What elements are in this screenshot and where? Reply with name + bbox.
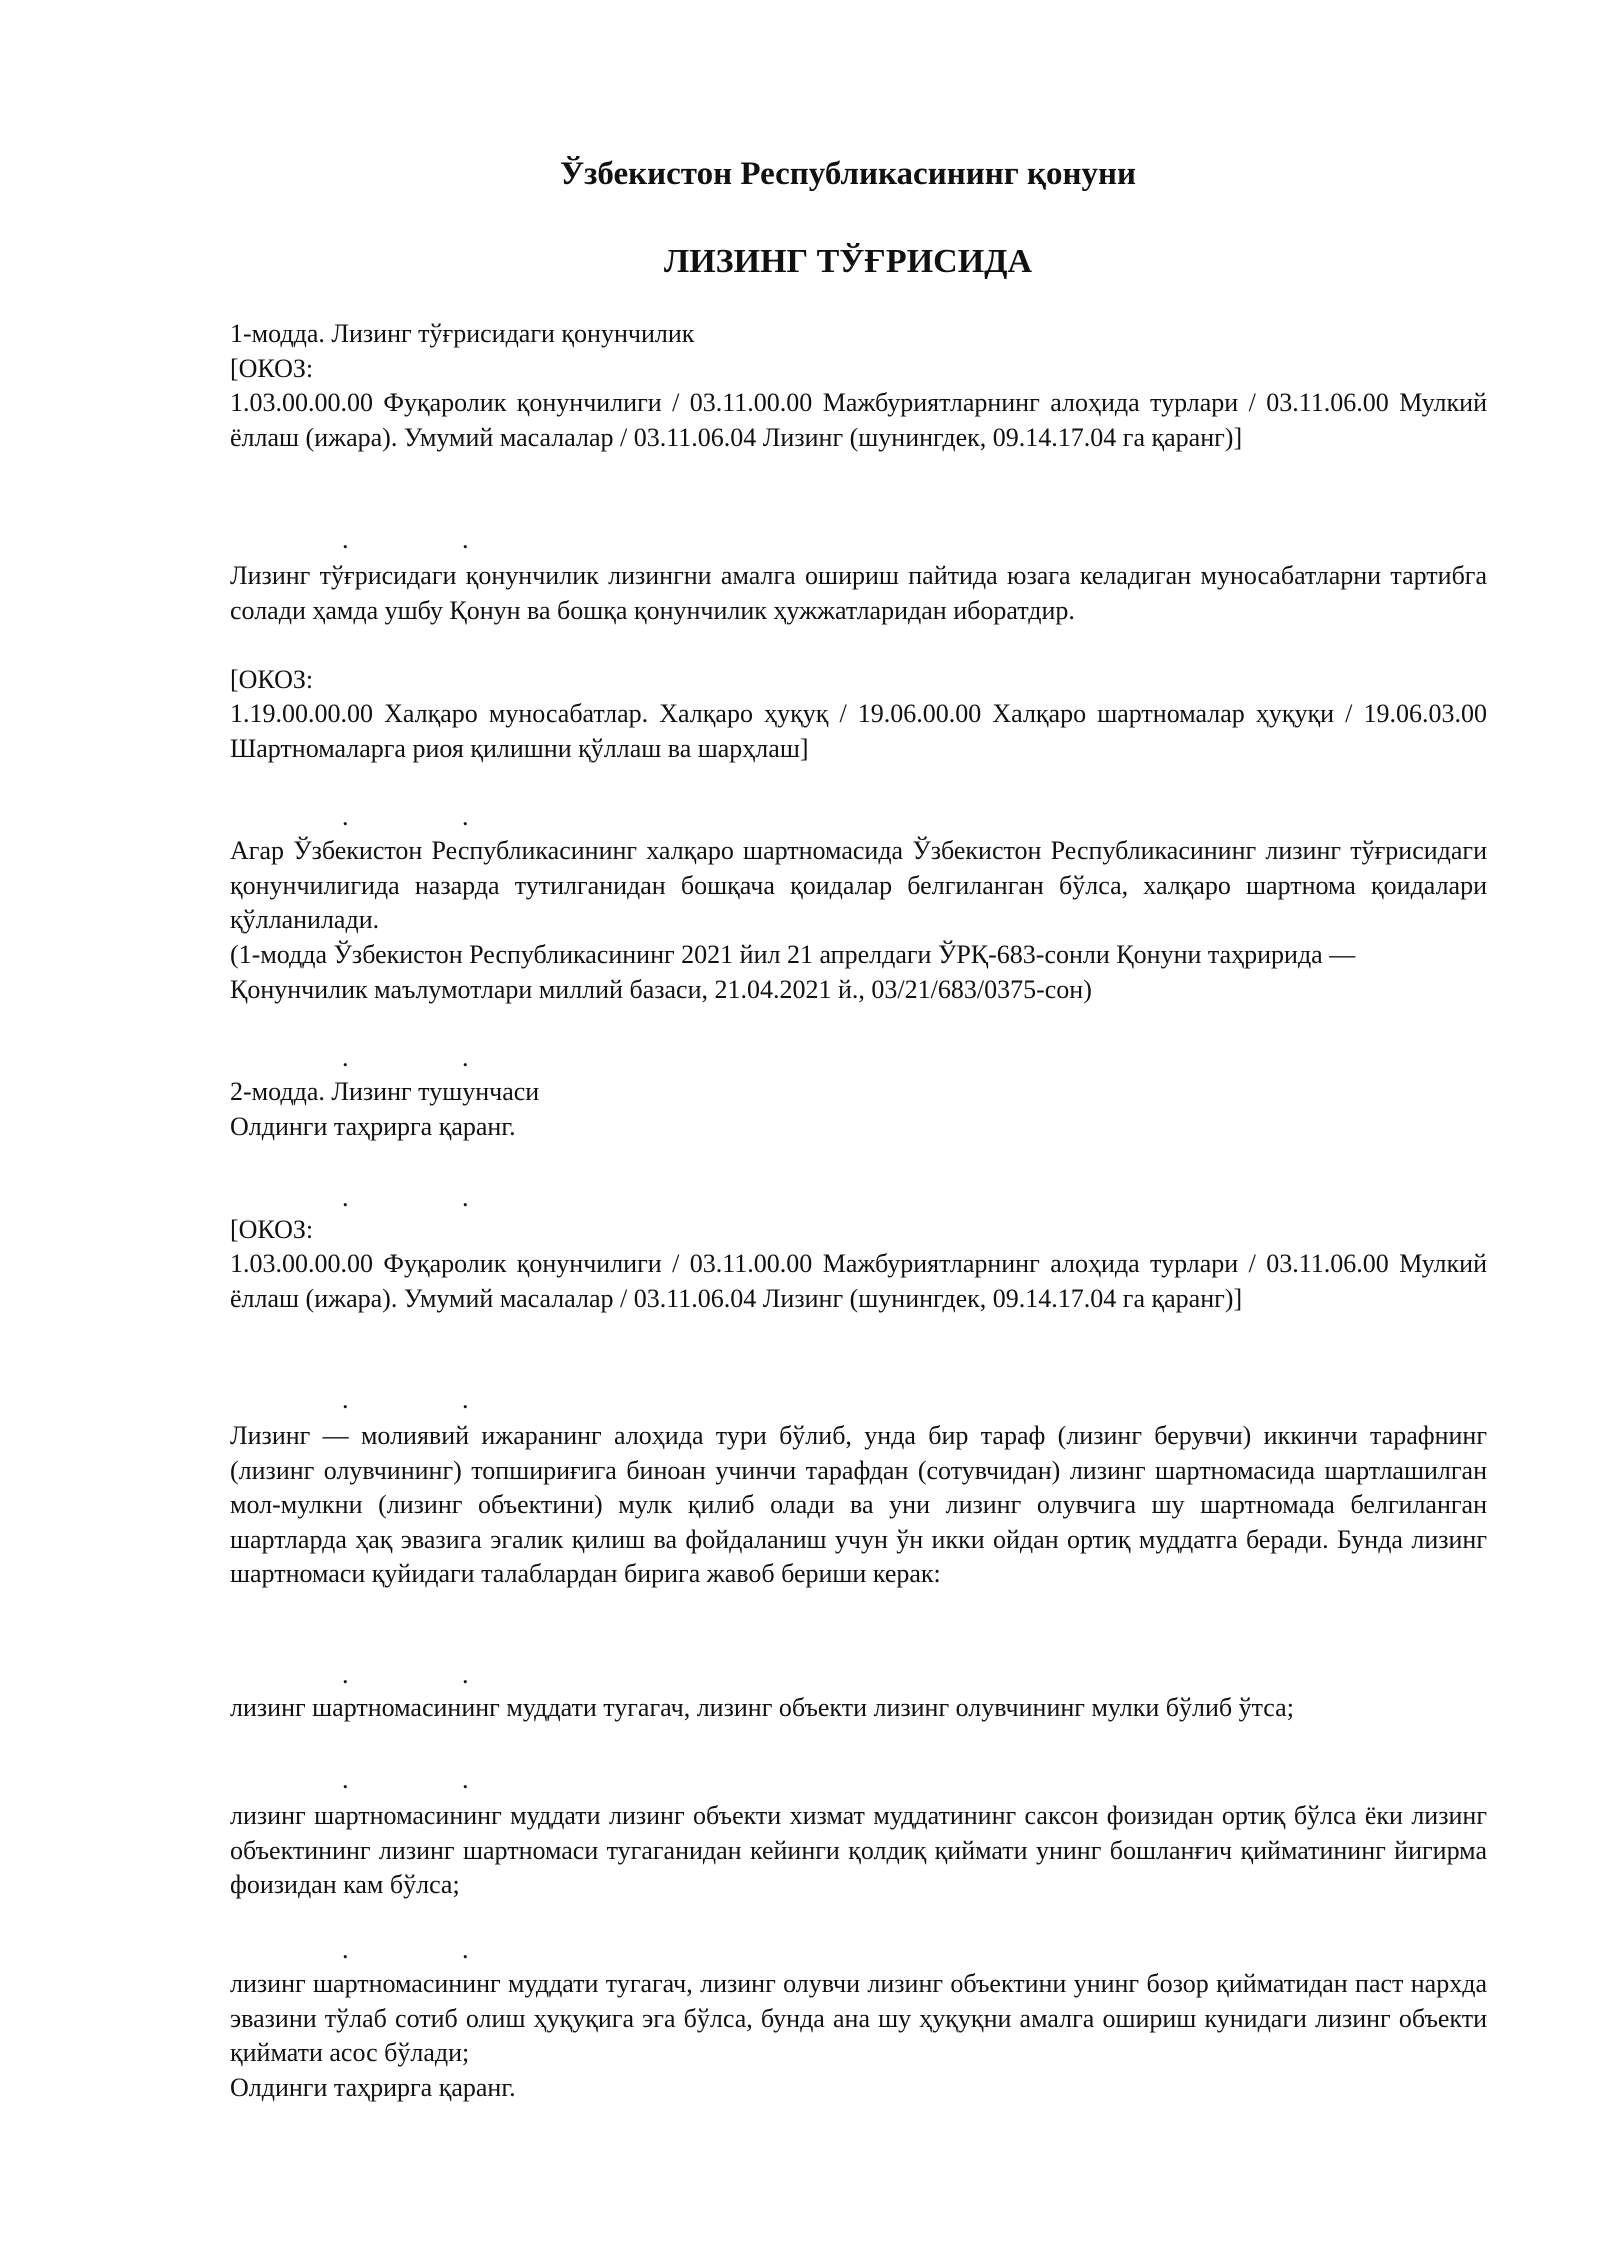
paragraph: Лизинг тўғрисидаги қонунчилик лизингни амалга ошириш пайтида юзага келадиган муносабатларни тартибга солади ҳамда ушбу Қонун ва бошқа қонунчилик ҳужжатларидан иборатдир. — [230, 561, 1487, 625]
separator-dot: . — [342, 1660, 349, 1689]
separator-dot: . — [342, 802, 349, 831]
classifier-label: [ОКОЗ: — [230, 353, 314, 383]
separator-dots — [230, 1765, 530, 1794]
separator-dot: . — [462, 1043, 469, 1072]
separator-dots — [230, 1183, 530, 1212]
classifier-label: [ОКОЗ: — [230, 1215, 314, 1244]
separator-dot: . — [462, 525, 469, 554]
list-item: лизинг шартномасининг муддати тугагач, лизинг олувчи лизинг объектини унинг бозор қийматидан паст нархда эвазини тўлаб сотиб олиш ҳуқуқига эга бўлса, бунда ана шу ҳуқуқни амалга ошириш кунидаги лизинг объекти қиймати асос бўлади; — [230, 1969, 1487, 2068]
separator-dots — [230, 1043, 530, 1072]
separator-dots — [230, 1385, 530, 1414]
article-2-header — [230, 1075, 1487, 1144]
classifier-reference: 1.03.00.00.00 Фуқаролик қонунчилиги / 03.11.00.00 Мажбуриятларнинг алоҳида турлари / 03.11.06.00 Мулкий ёллаш (ижара). Умумий масалалар / 03.11.06.04 Лизинг (шунингдек, 09.14.17.04 га қаранг)] — [230, 388, 1487, 452]
previous-edition-link[interactable]: Олдинги таҳрирга қаранг. — [230, 1111, 516, 1141]
separator-dots — [230, 1935, 530, 1964]
separator-dot: . — [462, 1660, 469, 1689]
separator-dot: . — [342, 525, 349, 554]
separator-dot: . — [342, 1765, 349, 1794]
law-heading: ЛИЗИНГ ТЎҒРИСИДА — [663, 243, 1033, 280]
classifier-reference: 1.03.00.00.00 Фуқаролик қонунчилиги / 03.11.00.00 Мажбуриятларнинг алоҳида турлари / 03.11.06.00 Мулкий ёллаш (ижара). Умумий масалалар / 03.11.06.04 Лизинг (шунингдек, 09.14.17.04 га қаранг)] — [230, 1249, 1487, 1313]
separator-dot: . — [462, 802, 469, 831]
separator-dot: . — [462, 1765, 469, 1794]
paragraph: Агар Ўзбекистон Республикасининг халқаро шартномасида Ўзбекистон Республикасининг лизинг тўғрисидаги қонунчилигида назарда тутилганидан бошқача қоидалар белгиланган бўлса, халқаро шартнома қоидалари қўлланилади. — [230, 836, 1487, 935]
separator-dots — [230, 802, 530, 831]
article-1-header — [230, 317, 1487, 386]
separator-dot: . — [462, 1935, 469, 1964]
previous-edition-link[interactable]: Олдинги таҳрирга қаранг. — [230, 2073, 516, 2102]
article-title: 2-модда. Лизинг тушунчаси — [230, 1077, 540, 1106]
article-title: 1-модда. Лизинг тўғрисидаги қонунчилик — [230, 319, 695, 348]
separator-dot: . — [462, 1385, 469, 1414]
paragraph: Лизинг — молиявий ижаранинг алоҳида тури бўлиб, унда бир тараф (лизинг берувчи) иккинчи тарафнинг (лизинг олувчининг) топшириғига биноан учинчи тарафдан (сотувчидан) лизинг шартномасида шартлашилган мол-мулкни (лизинг объектини) мулк қилиб олади ва уни лизинг олувчига шу шартномада белгиланган шартларда ҳақ эвазига эгалик қилиш ва фойдаланиш учун ўн икки ойдан ортиқ муддатга беради. Бунда лизинг шартномаси қуйидаги талаблардан бирига жавоб бериши керак: — [230, 1421, 1487, 1589]
separator-dot: . — [342, 1385, 349, 1414]
amendment-note: (1-модда Ўзбекистон Республикасининг 2021 йил 21 апрелдаги ЎРҚ-683-сонли Қонуни таҳририда — Қонунчилик маълумотлари миллий базаси, 21.04.2021 й., 03/21/683/0375-сон) — [230, 940, 1356, 1004]
separator-dot: . — [342, 1935, 349, 1964]
separator-dot: . — [342, 1043, 349, 1072]
separator-dot: . — [342, 1183, 349, 1212]
law-title: Ўзбекистон Республикасининг қонуни — [559, 156, 1137, 192]
separator-dots — [230, 525, 530, 554]
separator-dot: . — [462, 1183, 469, 1212]
separator-dots — [230, 1660, 530, 1689]
classifier-label: [ОКОЗ: — [230, 665, 314, 694]
list-item: лизинг шартномасининг муддати тугагач, лизинг объекти лизинг олувчининг мулки бўлиб ўтса; — [230, 1693, 1294, 1722]
list-item: лизинг шартномасининг муддати лизинг объекти хизмат муддатининг саксон фоизидан ортиқ бўлса ёки лизинг объектининг лизинг шартномаси тугаганидан кейинги қолдиқ қиймати унинг бошланғич қийматининг йигирма фоизидан кам бўлса; — [230, 1801, 1487, 1900]
classifier-reference: 1.19.00.00.00 Халқаро муносабатлар. Халқаро ҳуқуқ / 19.06.00.00 Халқаро шартномалар ҳуқуқи / 19.06.03.00 Шартномаларга риоя қилишни қўллаш ва шарҳлаш] — [230, 699, 1487, 763]
